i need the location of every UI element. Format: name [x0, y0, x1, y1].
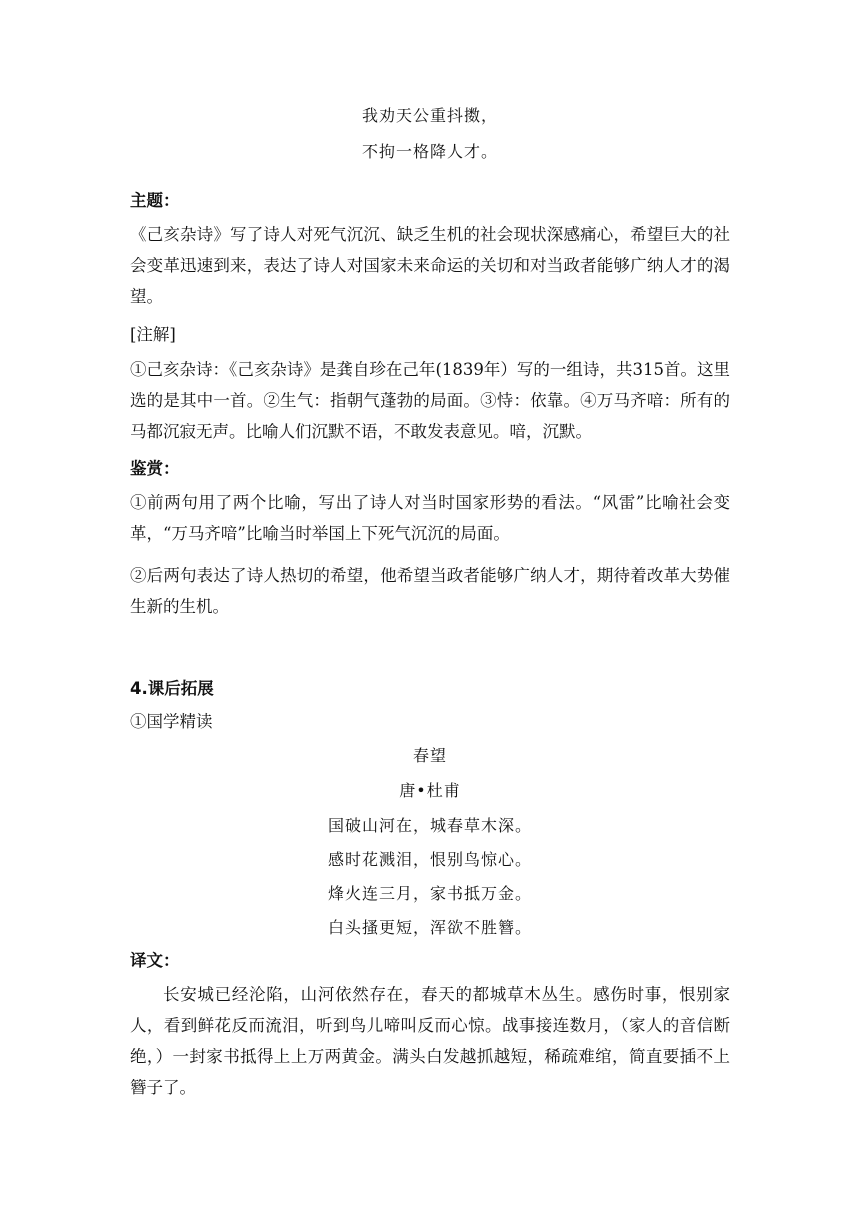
extension-subheading: ①国学精读 — [130, 712, 213, 731]
notes-paragraph: ①己亥杂诗：《己亥杂诗》是龚自珍在己年(1839年）写的一组诗，共315首。这里选的是其中一首。②生气：指朝气蓬勃的局面。③恃：依靠。④万马齐喑：所有的马都沉寂无声。比喻人们沉默不语，不敢发表意见。喑，沉默。 — [130, 360, 730, 441]
appreciation-heading: 鉴赏： — [130, 459, 180, 478]
theme-heading: 主题： — [130, 191, 180, 210]
poem-line: 感时花溅泪，恨别鸟惊心。 — [327, 850, 532, 869]
notes-heading: [注解] — [130, 325, 176, 344]
poem-title: 春望 — [412, 746, 447, 765]
poem-line: 不拘一格降人才。 — [361, 142, 498, 161]
appreciation-item: ①前两句用了两个比喻，写出了诗人对当时国家形势的看法。“风雷”比喻社会变革，“万马齐喑”比喻当时举国上下死气沉沉的局面。 — [130, 493, 730, 543]
poem-author: 唐•杜甫 — [399, 781, 461, 800]
poem-line: 国破山河在，城春草木深。 — [327, 816, 532, 835]
poem-line: 烽火连三月，家书抵万金。 — [327, 884, 532, 903]
theme-paragraph: 《己亥杂诗》写了诗人对死气沉沉、缺乏生机的社会现状深感痛心，希望巨大的社会变革迅速到来，表达了诗人对国家未来命运的关切和对当政者能够广纳人才的渴望。 — [130, 225, 730, 306]
extension-heading: 4.课后拓展 — [130, 679, 214, 698]
translation-heading: 译文： — [130, 951, 180, 970]
appreciation-item: ②后两句表达了诗人热切的希望，他希望当政者能够广纳人才，期待着改革大势催生新的生机。 — [130, 566, 730, 616]
poem-line: 白头搔更短，浑欲不胜簪。 — [327, 918, 532, 937]
translation-paragraph: 长安城已经沦陷，山河依然存在，春天的都城草木丛生。感伤时事，恨别家人，看到鲜花反而流泪，听到鸟儿啼叫反而心惊。战事接连数月，（家人的音信断绝，）一封家书抵得上上万两黄金。满头白发越抓越短，稀疏难绾，简直要插不上簪子了。 — [130, 985, 730, 1097]
poem-line: 我劝天公重抖擞， — [361, 106, 498, 125]
